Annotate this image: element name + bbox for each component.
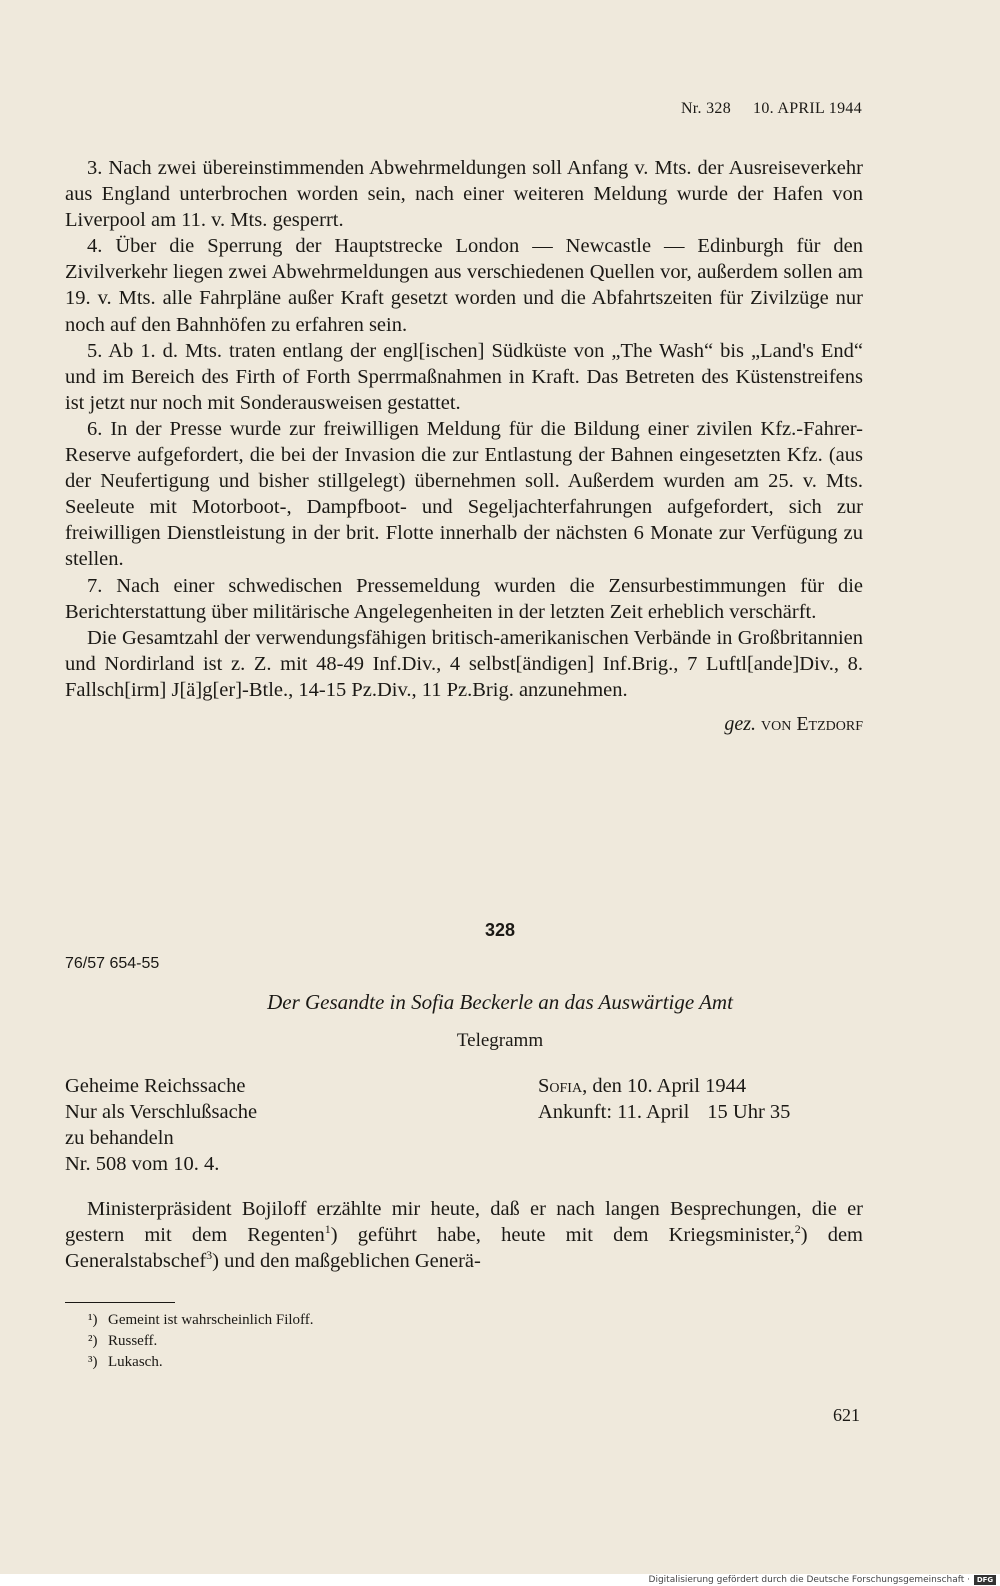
footnotes (88, 1310, 314, 1373)
dfg-logo-icon: DFG (974, 1575, 996, 1585)
page-number: 621 (833, 1405, 860, 1425)
dispatch-line (538, 1073, 790, 1099)
paragraph-5: 5. Ab 1. d. Mts. traten entlang der engl[ischen] Südküste von „The Wash“ bis „Land's End“ und im Bereich des Firth of Forth Sperrmaßnahmen in Kraft. Das Betreten des Küstenstreifens ist jetzt nur noch mit Sonderausweisen gestattet. (65, 339, 863, 414)
paragraph-3: 3. Nach zwei übereinstimmenden Abwehrmeldungen soll Anfang v. Mts. der Ausreiseverkehr aus England unterbrochen worden sein, nach einer weiteren Meldung wurde der Hafen von Liverpool am 11. v. Mts. gesperrt. (65, 157, 863, 232)
telegram-paragraph (65, 1196, 863, 1274)
classification-line: zu behandeln (65, 1127, 174, 1149)
footnote-ref: 2 (794, 1222, 801, 1237)
footnote-ref: 1 (324, 1222, 331, 1237)
arrival-time: 15 Uhr 35 (707, 1101, 791, 1123)
paragraph-7: 7. Nach einer schwedischen Pressemeldung wurden die Zensurbestimmungen für die Berichterstattung über militärische Angelegenheiten in der letzten Zeit erheblich verschärft. (65, 574, 863, 623)
signature-name: von Etzdorf (761, 712, 863, 735)
footnote-divider (65, 1302, 175, 1303)
footnote-ref: 3 (206, 1248, 213, 1263)
footnote-mark: ³) (88, 1354, 98, 1370)
telegram-text-part: ) dem Generalstabschef (65, 1224, 864, 1273)
telegram-text-part: Ministerpräsident Bojiloff erzählte mir heute, daß er nach langen Besprechungen, die er gestern mit dem Regenten (65, 1198, 863, 1247)
document-title: Der Gesandte in Sofia Beckerle an das Auswärtige Amt (267, 990, 733, 1014)
document-type: Telegramm (456, 1030, 544, 1051)
footnote-mark: ²) (88, 1333, 98, 1349)
footnote (88, 1331, 314, 1352)
footnote (88, 1310, 314, 1331)
footnote-mark: ¹) (88, 1312, 98, 1328)
main-text-top (65, 155, 863, 737)
classification-line: Nur als Verschlußsache (65, 1101, 258, 1123)
running-head (640, 100, 862, 118)
telegram-text-part: ) geführt habe, heute mit dem Kriegsminister, (330, 1224, 795, 1247)
digitization-credit: Digitalisierung gefördert durch die Deutsche Forschungsgemeinschaft · (648, 1575, 970, 1585)
film-reference: 76/57 654-55 (65, 955, 160, 972)
dispatch-block (538, 1073, 790, 1125)
footnote-text: Russeff. (108, 1333, 158, 1349)
arrival-date: Ankunft: 11. April (538, 1101, 690, 1123)
classification-line: Geheime Reichssache (65, 1075, 246, 1097)
footnote-text: Lukasch. (108, 1354, 163, 1370)
document-number: 328 (484, 920, 516, 940)
telegram-text (65, 1196, 863, 1274)
signature (65, 711, 863, 737)
classification-block (65, 1073, 257, 1177)
running-head-date: 10. APRIL 1944 (753, 100, 862, 117)
paragraph-summary: Die Gesamtzahl der verwendungsfähigen britisch-amerikanischen Verbände in Großbritannien und Nordirland ist z. Z. mit 48-49 Inf.Div., 4 selbst[ändigen] Inf.Brig., 7 Luftl[ande]Div., 8. Fallsch[irm] J[ä]g[er]-Btle., 14-15 Pz.Div., 11 Pz.Brig. anzunehmen. (65, 626, 863, 701)
telegram-text-part: ) und den maßgeblichen Generä- (212, 1250, 481, 1273)
classification-line: Nr. 508 vom 10. 4. (65, 1153, 220, 1175)
footnote (88, 1352, 314, 1373)
paragraph-4: 4. Über die Sperrung der Hauptstrecke London — Newcastle — Edinburgh für den Zivilverkehr liegen zwei Abwehrmeldungen aus verschiedenen Quellen vor, außerdem sollen am 19. v. Mts. alle Fahrpläne außer Kraft gesetzt worden und die Abfahrtszeiten für Zivilzüge nur noch auf den Bahnhöfen zu erfahren sein. (65, 235, 863, 336)
signature-gez: gez. (724, 712, 756, 735)
dispatch-place: Sofia, (538, 1075, 588, 1097)
arrival-line (538, 1099, 790, 1125)
footnote-text: Gemeint ist wahrscheinlich Filoff. (108, 1312, 314, 1328)
dispatch-date: den 10. April 1944 (592, 1075, 747, 1097)
paragraph-6: 6. In der Presse wurde zur freiwilligen Meldung für die Bildung einer zivilen Kfz.-Fahrer-Reserve aufgefordert, die bei der Invasion die zur Entlastung der Bahnen eingesetzten Kfz. (aus der Neufertigung und bisher stillgelegt) übernehmen soll. Außerdem wurden am 25. v. Mts. Seeleute mit Motorboot-, Dampfboot- und Segeljachterfahrungen aufgefordert, sich zur freiwilligen Dienstleistung in der brit. Flotte innerhalb der nächsten 6 Monate zur Verfügung zu stellen. (65, 417, 863, 571)
running-head-doc-number: Nr. 328 (680, 100, 732, 117)
